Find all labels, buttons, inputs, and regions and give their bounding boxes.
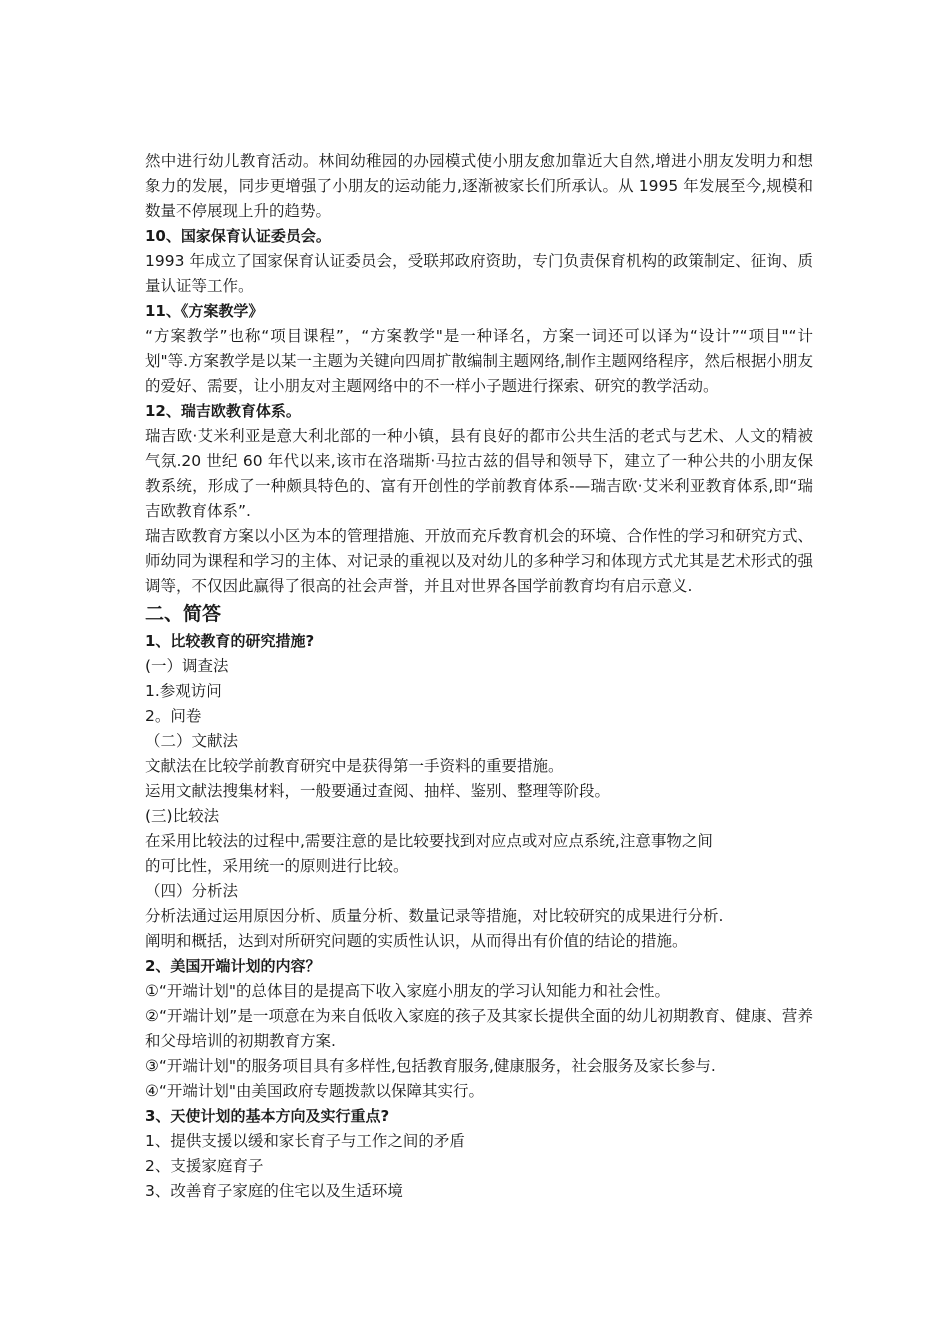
heading-10-national-childcare-certification: 10、国家保育认证委员会。 — [145, 227, 331, 245]
line-analysis-method: （四）分析法 — [145, 882, 239, 900]
line-literature-first-hand: 文献法在比较学前教育研究中是获得第一手资料的重要措施。 — [145, 757, 564, 775]
head-start-item-1: ①“开端计划"的总体目的是提高下收入家庭小朋友的学习认知能力和社会性。 — [145, 982, 671, 1000]
line-comparison-method: (三)比较法 — [145, 807, 220, 825]
head-start-item-3: ③“开端计划"的服务项目具有多样性,包括教育服务,健康服务，社会服务及家长参与. — [145, 1057, 716, 1075]
line-site-visit: 1.参观访问 — [145, 682, 222, 700]
line-analysis-note-1: 分析法通过运用原因分析、质量分析、数量记录等措施，对比较研究的成果进行分析. — [145, 907, 724, 925]
document-page — [145, 149, 813, 1204]
paragraph-reggio-emilia-program: 瑞吉欧教育方案以小区为本的管理措施、开放而充斥教育机会的环境、合作性的学习和研究方式、师幼同为课程和学习的主体、对记录的重视以及对幼儿的多种学习和体现方式尤其是艺术形式的强调等，不仅因此赢得了很高的社会声誉，并且对世界各国学前教育均有启示意义. — [145, 527, 813, 595]
angel-plan-item-2: 2、支援家庭育子 — [145, 1157, 264, 1175]
question-1-research-methods: 1、比较教育的研究措施? — [145, 632, 315, 650]
section-heading-short-answer: 二、简答 — [145, 603, 222, 625]
paragraph-reggio-emilia-town: 瑞吉欧·艾米利亚是意大利北部的一种小镇，县有良好的都市公共生活的老式与艺术、人文的精被气氛.20 世纪 60 年代以来,该市在洛瑞斯·马拉古兹的倡导和领导下，建立了一种公共的小朋友保教系统，形成了一种颇具特色的、富有开创性的学前教育体系-—瑞吉欧·艾米利亚教育体系,即“瑞吉欧教育体系”. — [145, 427, 813, 520]
line-questionnaire: 2。问卷 — [145, 707, 202, 725]
line-analysis-note-2: 阐明和概括，达到对所研究问题的实质性认识，从而得出有价值的结论的措施。 — [145, 932, 688, 950]
head-start-item-4: ④“开端计划"由美国政府专题拨款以保障其实行。 — [145, 1082, 485, 1100]
line-comparison-note-1: 在采用比较法的过程中,需要注意的是比较要找到对应点或对应点系统,注意事物之间 — [145, 832, 713, 850]
angel-plan-item-1: 1、提供支援以缓和家长育子与工作之间的矛盾 — [145, 1132, 465, 1150]
heading-12-reggio-emilia: 12、瑞吉欧教育体系。 — [145, 402, 301, 420]
head-start-item-2: ②“开端计划”是一项意在为来自低收入家庭的孩子及其家长提供全面的幼儿初期教育、健康、营养和父母培训的初期教育方案. — [145, 1007, 813, 1050]
line-comparison-note-2: 的可比性，采用统一的原则进行比较。 — [145, 857, 409, 875]
heading-11-project-teaching: 11、《方案教学》 — [145, 302, 264, 320]
line-literature-stages: 运用文献法搜集材料，一般要通过查阅、抽样、鉴别、整理等阶段。 — [145, 782, 611, 800]
question-2-head-start: 2、美国开端计划的内容？ — [145, 957, 321, 975]
question-3-angel-plan: 3、天使计划的基本方向及实行重点? — [145, 1107, 390, 1125]
paragraph-project-teaching: “方案教学”也称“项目课程”，“方案教学"是一种译名，方案一词还可以译为“设计”“项目"“计划"等.方案教学是以某一主题为关键向四周扩散编制主题网络,制作主题网络程序，然后根据小朋友的爱好、需要，让小朋友对主题网络中的不一样小子题进行探索、研究的教学活动。 — [145, 327, 813, 395]
line-survey-method: (一）调查法 — [145, 657, 229, 675]
paragraph-certification-committee: 1993 年成立了国家保育认证委员会，受联邦政府资助，专门负责保育机构的政策制定、征询、质量认证等工作。 — [145, 252, 813, 295]
angel-plan-item-3: 3、改善育子家庭的住宅以及生适环境 — [145, 1182, 403, 1200]
line-literature-method: （二）文献法 — [145, 732, 239, 750]
paragraph-forest-kindergarten: 然中进行幼儿教育活动。林间幼稚园的办园模式使小朋友愈加靠近大自然,增进小朋友发明力和想象力的发展，同步更增强了小朋友的运动能力,逐渐被家长们所承认。从 1995 年发展至今,规模和数量不停展现上升的趋势。 — [145, 152, 813, 220]
